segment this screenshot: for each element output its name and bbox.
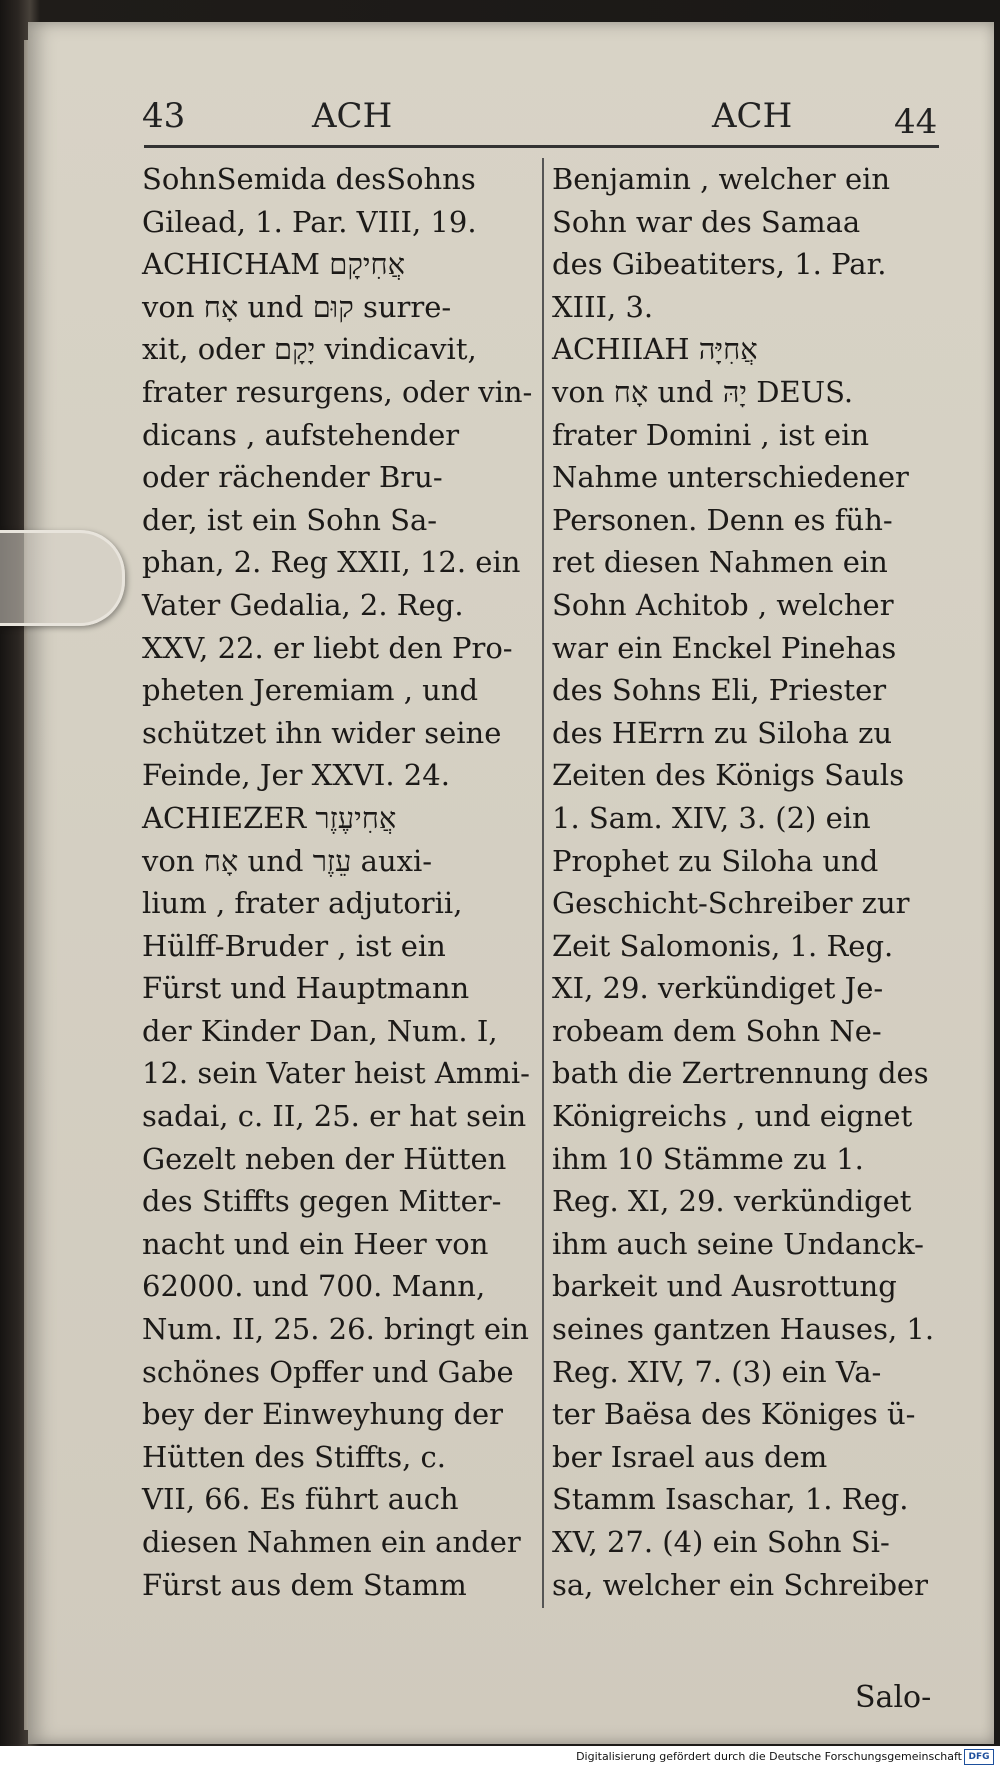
text-line: des Stiffts gegen Mitter- [142,1184,502,1219]
text-line: schützet ihn wider seine [142,715,502,750]
text-line: VII, 66. Es führt auch [142,1482,459,1517]
headword-right: ACH [712,96,793,136]
text-line: sadai, c. II, 25. er hat sein [142,1099,527,1134]
page-clip [0,530,125,626]
text-line: robeam dem Sohn Ne- [552,1013,882,1048]
text-line: Personen. Denn es füh- [552,502,893,537]
text-line: pheten Jeremiam , und [142,673,479,708]
text-line: oder rächender Bru- [142,460,443,495]
text-line: von אָח und קוּם surre- [142,289,452,324]
text-line: barkeit und Ausrottung [552,1269,897,1304]
text-line: ACHICHAM אֲחִיקָם [142,247,406,282]
text-line: Prophet zu Siloha und [552,843,879,878]
text-line: Vater Gedalia, 2. Reg. [142,587,464,622]
text-line: Gezelt neben der Hütten [142,1141,507,1176]
text-line: phan, 2. Reg XXII, 12. ein [142,545,521,580]
left-column [142,158,534,1606]
text-line: schönes Opffer und Gabe [142,1354,514,1389]
text-line: Nahme unterschiedener [552,460,909,495]
page-number-right: 44 [894,102,938,142]
catchword: Salo- [855,1680,932,1715]
header-rule [144,145,939,148]
text-line: Fürst aus dem Stamm [142,1567,467,1602]
text-line: Stamm Isaschar, 1. Reg. [552,1482,909,1517]
text-line: Benjamin , welcher ein [552,162,891,196]
text-line: SohnSemida desSohns [142,162,476,196]
text-line: bath die Zertrennung des [552,1056,929,1091]
text-line: Reg. XI, 29. verkündiget [552,1184,912,1219]
text-line: seines gantzen Hauses, 1. [552,1312,935,1347]
text-line: ter Baësa des Königes ü- [552,1397,916,1432]
text-line: des Gibeatiters, 1. Par. [552,247,887,282]
dfg-logo: DFG [964,1749,994,1765]
text-line: Num. II, 25. 26. bringt ein [142,1312,529,1347]
text-line: Geschicht-Schreiber zur [552,886,910,921]
text-line: XIII, 3. [552,289,654,324]
right-column [552,158,944,1606]
text-line: XV, 27. (4) ein Sohn Si- [552,1525,890,1559]
text-line: diesen Nahmen ein ander [142,1525,521,1559]
text-line: Zeiten des Königs Sauls [552,758,905,793]
text-line: Hütten des Stiffts, c. [142,1439,446,1474]
text-line: Sohn Achitob , welcher [552,587,894,622]
text-line: Zeit Salomonis, 1. Reg. [552,928,894,963]
text-line: des Sohns Eli, Priester [552,673,887,708]
headword-left: ACH [312,96,393,136]
text-line: Sohn war des Samaa [552,204,861,239]
text-line: des HErrn zu Siloha zu [552,715,893,750]
text-line: Feinde, Jer XXVI. 24. [142,758,450,793]
text-line: XXV, 22. er liebt den Pro- [142,630,513,665]
text-line: der, ist ein Sohn Sa- [142,502,438,537]
text-line: Reg. XIV, 7. (3) ein Va- [552,1354,882,1389]
text-line: 1. Sam. XIV, 3. (2) ein [552,800,871,835]
text-line: 12. sein Vater heist Ammi- [142,1056,530,1091]
text-line: XI, 29. verkündiget Je- [552,971,884,1006]
text-line: 62000. und 700. Mann, [142,1269,486,1304]
text-line: frater Domini , ist ein [552,417,870,452]
text-line: frater resurgens, oder vin- [142,374,533,409]
page-number-left: 43 [142,96,186,136]
text-line: sa, welcher ein Schreiber [552,1567,929,1602]
column-separator [542,158,544,1608]
text-line: ber Israel aus dem [552,1439,828,1474]
text-line: von אָח und עֵזֶר auxi- [142,843,433,878]
text-line: lium , frater adjutorii, [142,886,463,921]
text-line: Fürst und Hauptmann [142,971,470,1006]
text-line: bey der Einweyhung der [142,1397,504,1432]
footer-credit: Digitalisierung gefördert durch die Deutsche Forschungsgemeinschaft [576,1750,962,1763]
text-line: ret diesen Nahmen ein [552,545,888,580]
text-line: war ein Enckel Pinehas [552,630,897,665]
text-line: dicans , aufstehender [142,417,460,452]
text-line: ihm 10 Stämme zu 1. [552,1141,864,1176]
running-header [142,96,942,142]
text-line: von אָח und יָהּ DEUS. [552,374,854,409]
text-line: ACHIIAH אֲחִיָּה [552,332,758,367]
text-line: ACHIEZER אֲחִיעֶזֶר [142,800,397,835]
text-line: Hülff-Bruder , ist ein [142,928,446,963]
text-line: der Kinder Dan, Num. I, [142,1013,498,1048]
text-line: Gilead, 1. Par. VIII, 19. [142,204,477,239]
text-line: xit, oder יָקָם vindicavit, [142,332,477,367]
text-line: ihm auch seine Undanck- [552,1226,924,1261]
text-line: nacht und ein Heer von [142,1226,489,1261]
text-line: Königreichs , und eignet [552,1099,913,1134]
